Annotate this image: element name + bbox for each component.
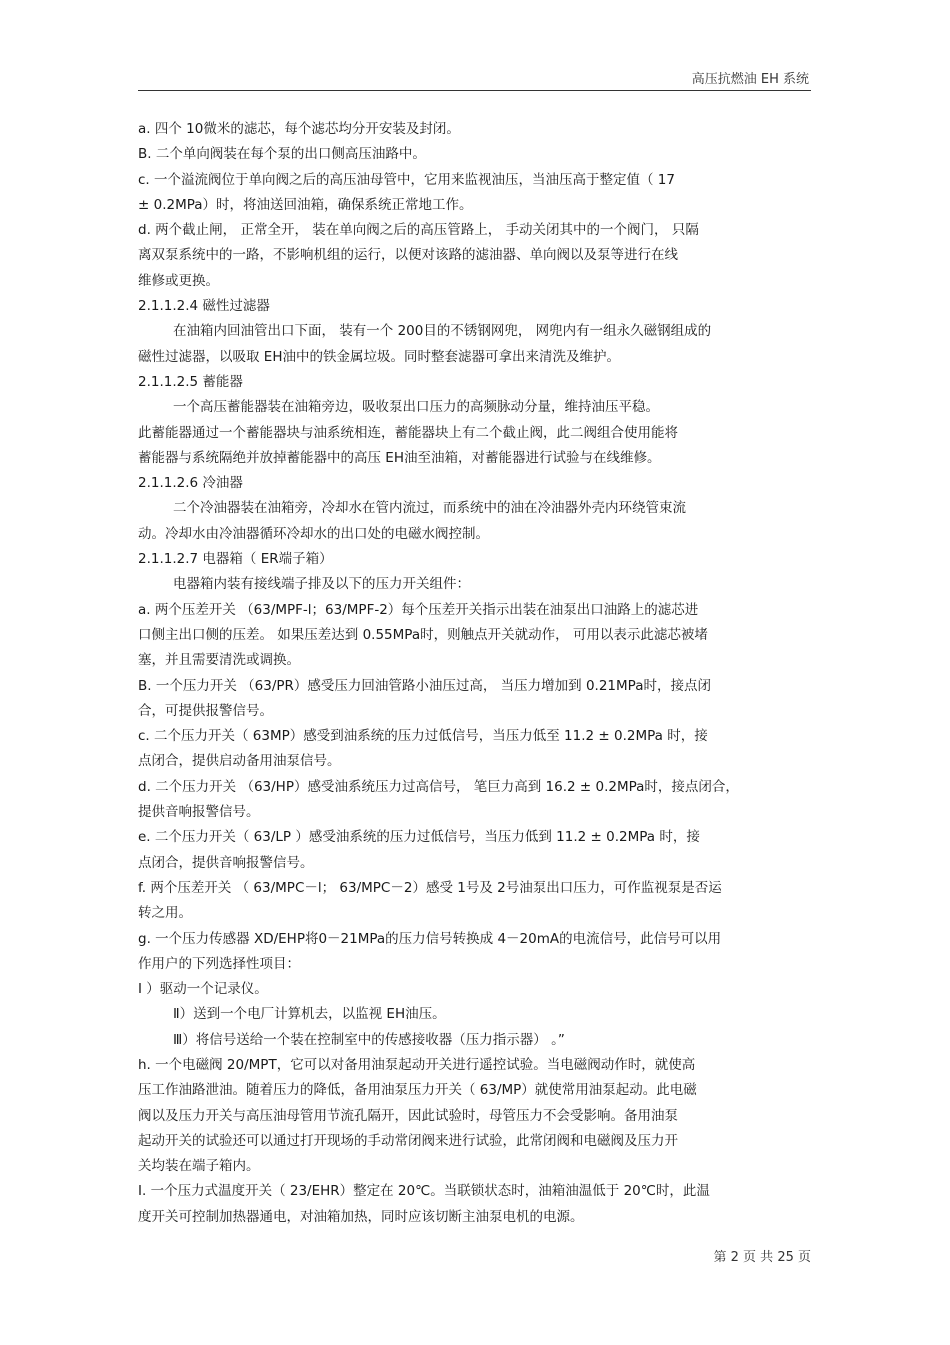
text-line: 电器箱内装有接线端子排及以下的压力开关组件： xyxy=(173,576,470,593)
section-heading: 2.1.1.2.6 冷油器 xyxy=(138,475,243,492)
text-line: 口侧主出口侧的压差。 如果压差达到 0.55MPa时，则触点开关就动作， 可用以表示此滤芯被堵 xyxy=(138,626,708,643)
text-line: f. 两个压差开关 （ 63/MPC－l； 63/MPC－2）感受 1号及 2号油泵出口压力，可作监视泵是否运 xyxy=(138,879,722,896)
text-line: a. 四个 10微米的滤芯，每个滤芯均分开安装及封闭。 xyxy=(138,121,460,137)
section-heading: 2.1.1.2.5 蓄能器 xyxy=(138,373,243,390)
text-line: 作用户的下列选择性项目： xyxy=(138,955,300,972)
text-line: 转之用。 xyxy=(138,905,192,922)
text-line: Ⅲ）将信号送给一个装在控制室中的传感接收器（压力指示器） 。” xyxy=(173,1031,565,1048)
page-header xyxy=(138,66,811,91)
text-line: ± 0.2MPa）时，将油送回油箱，确保系统正常地工作。 xyxy=(138,196,473,213)
text-line: 二个冷油器装在油箱旁，冷却水在管内流过，而系统中的油在冷油器外壳内环绕管束流 xyxy=(173,500,686,517)
page-number: 第 2 页 共 25 页 xyxy=(713,1250,811,1265)
text-line: c. 一个溢流阀位于单向阀之后的高压油母管中，它用来监视油压，当油压高于整定值（ 17 xyxy=(138,171,675,188)
text-line: d. 二个压力开关 （63/HP）感受油系统压力过高信号， 笔巨力高到 16.2 ± 0.2MPa时，接点闭合， xyxy=(138,778,739,795)
text-line: 塞，并且需要清洗或调换。 xyxy=(138,652,300,669)
text-line: I. 一个压力式温度开关（ 23/EHR）整定在 20℃。当联锁状态时，油箱油温低于 20℃时，此温 xyxy=(138,1183,710,1200)
section-heading: 2.1.1.2.7 电器箱（ ER端子箱） xyxy=(138,551,333,568)
text-line: c. 二个压力开关（ 63MP）感受到油系统的压力过低信号，当压力低至 11.2 ± 0.2MPa 时，接 xyxy=(138,728,708,745)
text-line: d. 两个截止闸， 正常全开， 装在单向阀之后的高压管路上， 手动关闭其中的一个阀门， 只隔 xyxy=(138,222,699,239)
text-line: 点闭合，提供音响报警信号。 xyxy=(138,854,314,871)
text-line: 阀以及压力开关与高压油母管用节流孔隔开，因此试验时，母管压力不会受影响。备用油泵 xyxy=(138,1107,678,1124)
text-line: 此蓄能器通过一个蓄能器块与油系统相连，蓄能器块上有二个截止阀，此二阀组合使用能将 xyxy=(138,424,678,441)
text-line: 关均装在端子箱内。 xyxy=(138,1158,260,1175)
text-line: 度开关可控制加热器通电，对油箱加热，同时应该切断主油泵电机的电源。 xyxy=(138,1208,584,1225)
text-line: 提供音响报警信号。 xyxy=(138,804,260,821)
header-title: 高压抗燃油 EH 系统 xyxy=(691,72,809,87)
section-heading: 2.1.1.2.4 磁性过滤器 xyxy=(138,298,270,315)
text-line: B. 二个单向阀装在每个泵的出口侧高压油路中。 xyxy=(138,146,426,163)
text-line: 合，可提供报警信号。 xyxy=(138,702,273,719)
text-line: g. 一个压力传感器 XD/EHP将0－21MPa的压力信号转换成 4－20mA的电流信号，此信号可以用 xyxy=(138,930,722,947)
text-line: h. 一个电磁阀 20/MPT，它可以对备用油泵起动开关进行遥控试验。当电磁阀动作时，就使高 xyxy=(138,1056,696,1073)
text-line: 点闭合，提供启动备用油泵信号。 xyxy=(138,753,341,770)
text-line: 一个高压蓄能器装在油箱旁边，吸收泵出口压力的高频脉动分量，维持油压平稳。 xyxy=(173,399,659,416)
text-line: 维修或更换。 xyxy=(138,272,219,289)
text-line: Ⅱ）送到一个电厂计算机去，以监视 EH油压。 xyxy=(173,1006,446,1023)
page-footer xyxy=(138,1246,811,1265)
text-line: a. 两个压差开关 （63/MPF-l；63/MPF-2）每个压差开关指示出装在油泵出口油路上的滤芯进 xyxy=(138,601,699,618)
text-line: 起动开关的试验还可以通过打开现场的手动常闭阀来进行试验，此常闭阀和电磁阀及压力开 xyxy=(138,1132,678,1149)
text-line: 蓄能器与系统隔绝并放掉蓄能器中的高压 EH油至油箱，对蓄能器进行试验与在线维修。 xyxy=(138,449,661,466)
text-line: 压工作油路泄油。随着压力的降低，备用油泵压力开关（ 63/MP）就使常用油泵起动。此电磁 xyxy=(138,1082,697,1099)
text-line: 磁性过滤器，以吸取 EH油中的铁金属垃圾。同时整套滤器可拿出来清洗及维护。 xyxy=(138,348,620,365)
text-line: e. 二个压力开关（ 63/LP ）感受油系统的压力过低信号，当压力低到 11.2 ± 0.2MPa 时，接 xyxy=(138,829,700,846)
text-line: 离双泵系统中的一路，不影响机组的运行，以便对该路的滤油器、单向阀以及泵等进行在线 xyxy=(138,247,678,264)
document-body xyxy=(138,117,813,1230)
text-line: Ⅰ ）驱动一个记录仪。 xyxy=(138,981,268,998)
text-line: 动。冷却水由冷油器循环冷却水的出口处的电磁水阀控制。 xyxy=(138,525,489,542)
text-line: 在油箱内回油管出口下面， 装有一个 200目的不锈钢网兜， 网兜内有一组永久磁钢组成的 xyxy=(173,323,712,340)
text-line: B. 一个压力开关 （63/PR）感受压力回油管路小油压过高， 当压力增加到 0.21MPa时，接点闭 xyxy=(138,677,711,694)
